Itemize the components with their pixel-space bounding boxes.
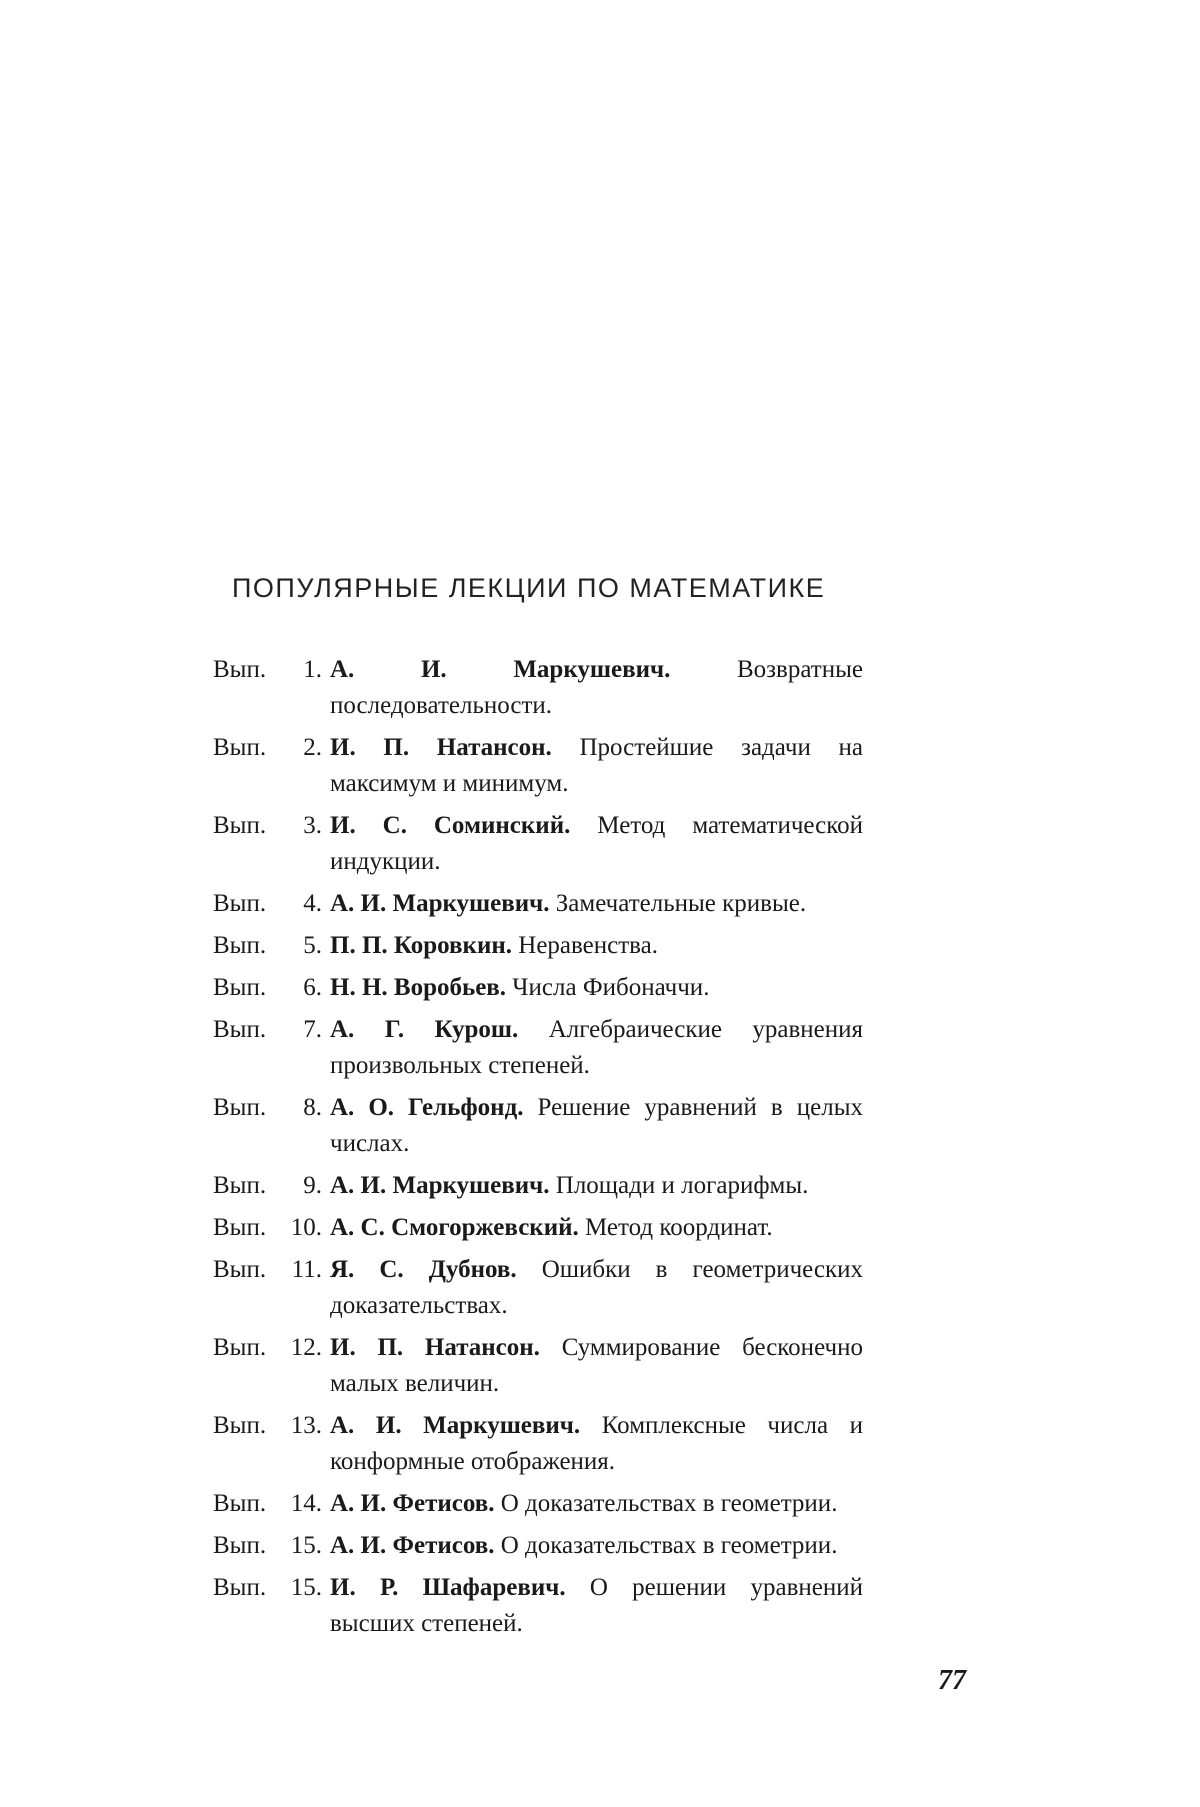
issue-title: Возвратные последовательности.: [330, 656, 863, 719]
list-item: [213, 808, 863, 880]
issue-text: [330, 730, 863, 802]
issue-title: Неравенства.: [518, 932, 659, 959]
list-item: [213, 886, 863, 922]
issue-prefix: Вып.: [213, 1334, 267, 1361]
list-item: [213, 1528, 863, 1564]
issue-text: [330, 1090, 863, 1162]
issue-author: А. И. Маркушевич.: [330, 1412, 581, 1439]
issue-number: 15.: [290, 1574, 322, 1601]
issue-title: О решении уравнений высших степеней.: [330, 1574, 863, 1637]
issue-author: И. П. Натансон.: [330, 734, 552, 761]
list-item: [213, 1168, 863, 1204]
issue-number: 12.: [290, 1334, 322, 1361]
issue-number: 1.: [303, 656, 322, 683]
issue-number: 8.: [303, 1094, 322, 1121]
issue-prefix: Вып.: [213, 1490, 267, 1517]
issue-title: О доказательствах в геометрии.: [500, 1532, 838, 1559]
list-item: [213, 1570, 863, 1642]
issue-title: Простейшие задачи на максимум и минимум.: [330, 734, 863, 797]
issue-number: 3.: [303, 812, 322, 839]
series-title: ПОПУЛЯРНЫЕ ЛЕКЦИИ ПО МАТЕМАТИКЕ: [232, 573, 826, 603]
issue-title: Суммирование бесконечно малых величин.: [330, 1334, 863, 1397]
issue-list: [213, 652, 863, 1648]
list-item: [213, 1486, 863, 1522]
issue-text: [330, 1486, 863, 1522]
issue-title: Ошибки в геометрических доказательствах.: [330, 1256, 864, 1319]
issue-number: 6.: [303, 974, 322, 1001]
issue-prefix: Вып.: [213, 812, 267, 839]
issue-author: А. Г. Курош.: [330, 1016, 519, 1043]
issue-text: [330, 1252, 863, 1324]
issue-title: Решение уравнений в целых числах.: [330, 1094, 864, 1157]
issue-prefix: Вып.: [213, 1256, 267, 1283]
issue-author: А. О. Гельфонд.: [330, 1094, 524, 1121]
issue-title: Площади и логарифмы.: [555, 1172, 809, 1199]
issue-title: Метод координат.: [585, 1214, 773, 1241]
issue-text: [330, 1408, 863, 1480]
issue-prefix: Вып.: [213, 1574, 267, 1601]
issue-prefix: Вып.: [213, 932, 267, 959]
issue-number: 10.: [290, 1214, 322, 1241]
issue-author: А. И. Маркушевич.: [330, 1172, 550, 1199]
page-number: 77: [938, 1665, 966, 1696]
issue-number: 4.: [303, 890, 322, 917]
issue-text: [330, 652, 863, 724]
issue-number: 7.: [303, 1016, 322, 1043]
issue-author: Н. Н. Воробьев.: [330, 974, 507, 1001]
issue-text: [330, 970, 863, 1006]
issue-number: 9.: [303, 1172, 322, 1199]
issue-author: А. С. Смогоржевский.: [330, 1214, 579, 1241]
issue-title: Комплексные числа и конформные отображения.: [330, 1412, 863, 1475]
issue-title: О доказательствах в геометрии.: [500, 1490, 838, 1517]
issue-title: Числа Фибоначчи.: [512, 974, 710, 1001]
issue-title: Замечательные кривые.: [555, 890, 807, 917]
list-item: [213, 1252, 863, 1324]
issue-text: [330, 1570, 863, 1642]
list-item: [213, 1012, 863, 1084]
list-item: [213, 1090, 863, 1162]
issue-prefix: Вып.: [213, 1532, 267, 1559]
issue-number: 11.: [291, 1256, 322, 1283]
issue-text: [330, 808, 863, 880]
issue-author: А. И. Маркушевич.: [330, 890, 550, 917]
issue-author: И. Р. Шафаревич.: [330, 1574, 566, 1601]
list-item: [213, 1210, 863, 1246]
issue-text: [330, 1528, 863, 1564]
issue-text: [330, 1210, 863, 1246]
issue-number: 14.: [290, 1490, 322, 1517]
list-item: [213, 730, 863, 802]
issue-title: Метод математической индукции.: [330, 812, 863, 875]
issue-author: П. П. Коровкин.: [330, 932, 513, 959]
issue-text: [330, 1330, 863, 1402]
list-item: [213, 652, 863, 724]
issue-text: [330, 928, 863, 964]
issue-number: 2.: [303, 734, 322, 761]
issue-prefix: Вып.: [213, 1172, 267, 1199]
issue-author: Я. С. Дубнов.: [330, 1256, 517, 1283]
issue-prefix: Вып.: [213, 656, 267, 683]
issue-number: 15.: [290, 1532, 322, 1559]
issue-author: И. П. Натансон.: [330, 1334, 540, 1361]
issue-number: 5.: [303, 932, 322, 959]
issue-author: И. С. Соминский.: [330, 812, 571, 839]
issue-author: А. И. Маркушевич.: [330, 656, 671, 683]
issue-prefix: Вып.: [213, 1016, 267, 1043]
issue-prefix: Вып.: [213, 890, 267, 917]
issue-text: [330, 1168, 863, 1204]
issue-prefix: Вып.: [213, 974, 267, 1001]
issue-author: А. И. Фетисов.: [330, 1532, 495, 1559]
list-item: [213, 1330, 863, 1402]
issue-author: А. И. Фетисов.: [330, 1490, 495, 1517]
issue-number: 13.: [290, 1412, 322, 1439]
issue-text: [330, 1012, 863, 1084]
issue-prefix: Вып.: [213, 1214, 267, 1241]
issue-title: Алгебраические уравнения произвольных степеней.: [330, 1016, 864, 1079]
list-item: [213, 970, 863, 1006]
issue-text: [330, 886, 863, 922]
issue-prefix: Вып.: [213, 1094, 267, 1121]
list-item: [213, 928, 863, 964]
list-item: [213, 1408, 863, 1480]
issue-prefix: Вып.: [213, 734, 267, 761]
issue-prefix: Вып.: [213, 1412, 267, 1439]
